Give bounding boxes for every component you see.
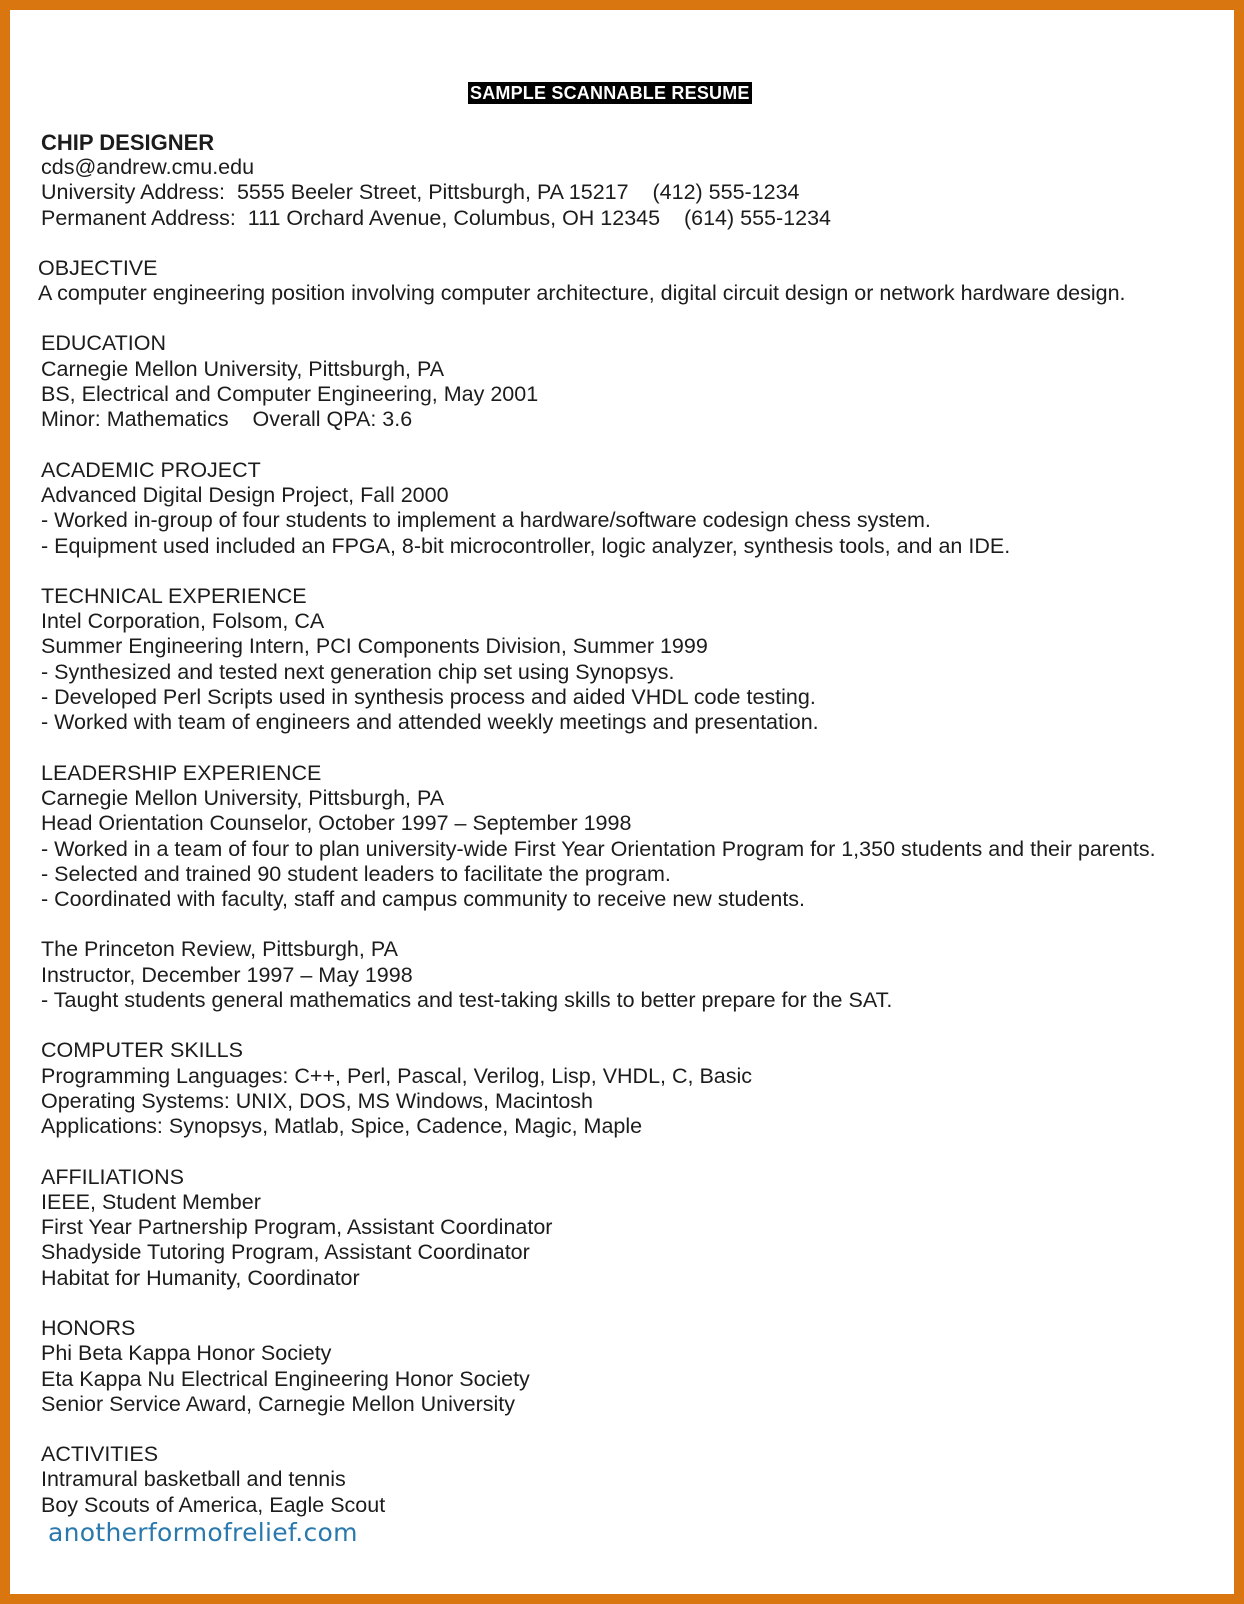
section-heading: ACTIVITIES	[41, 1442, 159, 1467]
section-line: Summer Engineering Intern, PCI Components Division, Summer 1999	[41, 634, 708, 659]
permanent-address: Permanent Address: 111 Orchard Avenue, Columbus, OH 12345 (614) 555-1234	[41, 205, 831, 230]
section-line: Operating Systems: UNIX, DOS, MS Windows, Macintosh	[41, 1088, 593, 1113]
computer-skills-section	[41, 1038, 1221, 1139]
section-line: Head Orientation Counselor, October 1997 – September 1998	[41, 811, 632, 836]
technical-experience-section	[41, 584, 1221, 736]
section-line: - Worked in a team of four to plan university-wide First Year Orientation Program for 1,350 students and their parents.	[41, 836, 1156, 861]
watermark: anotherformofrelief.com	[48, 1518, 358, 1547]
section-line: IEEE, Student Member	[41, 1189, 261, 1214]
objective-section	[38, 256, 1221, 307]
section-line: - Synthesized and tested next generation chip set using Synopsys.	[41, 659, 675, 684]
section-line: First Year Partnership Program, Assistant Coordinator	[41, 1215, 553, 1240]
email: cds@andrew.cmu.edu	[41, 155, 255, 179]
section-line: Shadyside Tutoring Program, Assistant Coordinator	[41, 1240, 530, 1265]
university-address: University Address: 5555 Beeler Street, Pittsburgh, PA 15217 (412) 555-1234	[41, 180, 800, 205]
objective-text: A computer engineering position involving computer architecture, digital circuit design or network hardware design.	[38, 281, 1126, 306]
section-line: Carnegie Mellon University, Pittsburgh, PA	[41, 356, 445, 381]
princeton-review-entry	[41, 937, 1221, 1013]
section-line: - Equipment used included an FPGA, 8-bit microcontroller, logic analyzer, synthesis tools, and an IDE.	[41, 533, 1011, 558]
academic-project-section	[41, 458, 1221, 559]
section-line: - Developed Perl Scripts used in synthesis process and aided VHDL code testing.	[41, 685, 816, 710]
section-line: - Worked in-group of four students to implement a hardware/software codesign chess system.	[41, 508, 931, 533]
section-line: Programming Languages: C++, Perl, Pascal, Verilog, Lisp, VHDL, C, Basic	[41, 1063, 753, 1088]
section-heading: AFFILIATIONS	[41, 1164, 184, 1189]
section-heading: HONORS	[41, 1315, 136, 1340]
section-line: Phi Beta Kappa Honor Society	[41, 1341, 332, 1366]
section-heading: TECHNICAL EXPERIENCE	[41, 583, 307, 608]
section-line: - Taught students general mathematics and test-taking skills to better prepare for the SAT.	[41, 988, 893, 1013]
section-line: - Coordinated with faculty, staff and campus community to receive new students.	[41, 887, 806, 912]
section-line: BS, Electrical and Computer Engineering, May 2001	[41, 382, 539, 407]
leadership-experience-section	[41, 761, 1221, 913]
section-line: Applications: Synopsys, Matlab, Spice, Cadence, Magic, Maple	[41, 1114, 643, 1139]
section-line: Minor: Mathematics Overall QPA: 3.6	[41, 407, 413, 432]
section-heading: COMPUTER SKILLS	[41, 1038, 243, 1063]
section-heading: LEADERSHIP EXPERIENCE	[41, 760, 322, 785]
section-heading: ACADEMIC PROJECT	[41, 457, 261, 482]
section-line: Boy Scouts of America, Eagle Scout	[41, 1492, 386, 1517]
resume-body	[38, 78, 1221, 1518]
section-line: Advanced Digital Design Project, Fall 2000	[41, 482, 449, 507]
section-line: Intramural basketball and tennis	[41, 1467, 346, 1492]
section-heading: EDUCATION	[41, 331, 167, 356]
section-line: Habitat for Humanity, Coordinator	[41, 1265, 360, 1290]
affiliations-section	[41, 1165, 1221, 1291]
activities-section	[41, 1442, 1221, 1518]
education-section	[41, 331, 1221, 432]
section-heading: OBJECTIVE	[38, 255, 158, 280]
section-line: Instructor, December 1997 – May 1998	[41, 962, 413, 987]
section-line: - Selected and trained 90 student leaders to facilitate the program.	[41, 861, 671, 886]
section-line: The Princeton Review, Pittsburgh, PA	[41, 937, 398, 962]
section-line: Carnegie Mellon University, Pittsburgh, PA	[41, 785, 445, 810]
document-title: SAMPLE SCANNABLE RESUME	[470, 83, 750, 103]
candidate-name: CHIP DESIGNER	[41, 130, 215, 155]
section-line: Intel Corporation, Folsom, CA	[41, 609, 325, 634]
section-line: Senior Service Award, Carnegie Mellon University	[41, 1391, 516, 1416]
honors-section	[41, 1316, 1221, 1417]
section-line: - Worked with team of engineers and attended weekly meetings and presentation.	[41, 710, 819, 735]
section-line: Eta Kappa Nu Electrical Engineering Honor Society	[41, 1366, 530, 1391]
